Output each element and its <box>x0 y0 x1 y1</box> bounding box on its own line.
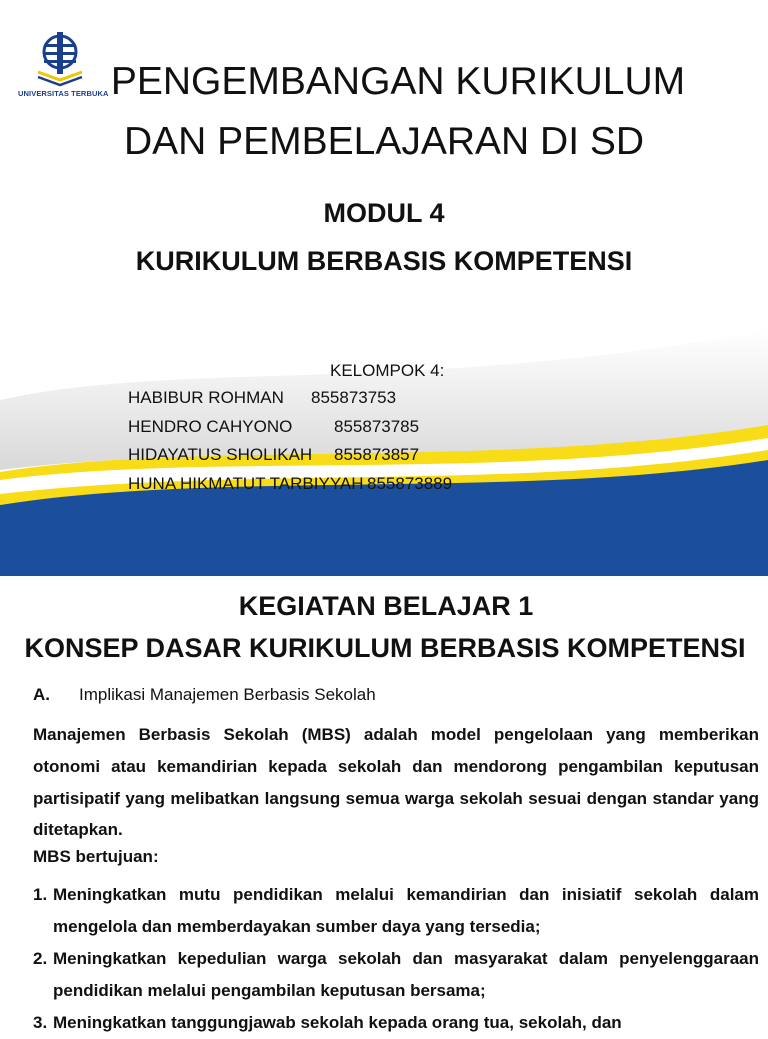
list-item <box>33 1007 759 1039</box>
list-text: Meningkatkan kepedulian warga sekolah dan masyarakat dalam penyelenggaraan pendidikan melalui pengambilan keputusan bersama; <box>53 949 759 1000</box>
module-number: MODUL 4 <box>323 198 445 228</box>
slide-title-line-2: DAN PEMBELAJARAN DI SD <box>123 120 645 163</box>
member-row <box>128 474 453 494</box>
content-slide <box>0 576 768 1032</box>
member-row <box>128 388 397 408</box>
member-name: HENDRO CAHYONO <box>128 417 293 436</box>
member-name: HABIBUR ROHMAN <box>128 388 284 407</box>
list-text: Meningkatkan tanggungjawab sekolah kepada orang tua, sekolah, dan <box>53 1013 622 1032</box>
member-nim: 855873857 <box>334 445 420 464</box>
activity-subheading: KONSEP DASAR KURIKULUM BERBASIS KOMPETENSI <box>24 633 746 663</box>
list-number: 3. <box>33 1013 48 1032</box>
member-nim: 855873889 <box>367 474 453 493</box>
group-label: KELOMPOK 4: <box>330 361 445 380</box>
list-item <box>33 879 759 943</box>
member-row <box>128 445 420 465</box>
list-text: Meningkatkan mutu pendidikan melalui kemandirian dan inisiatif sekolah dalam mengelola dan memberdayakan sumber daya yang tersedia; <box>53 885 759 936</box>
member-name: HUNA HIKMATUT TARBIYYAH <box>128 474 364 493</box>
section-title: Implikasi Manajemen Berbasis Sekolah <box>79 685 376 704</box>
definition-paragraph: Manajemen Berbasis Sekolah (MBS) adalah model pengelolaan yang memberikan otonomi atau kemandirian kepada sekolah dan mendorong pengambilan keputusan partisipatif yang melibatkan langsung semua warga sekolah sesuai dengan standar yang ditetapkan. <box>33 725 759 840</box>
module-title: KURIKULUM BERBASIS KOMPETENSI <box>135 246 633 276</box>
goals-label: MBS bertujuan: <box>33 847 159 866</box>
activity-heading: KEGIATAN BELAJAR 1 <box>238 591 534 621</box>
member-nim: 855873785 <box>334 417 420 436</box>
section-letter: A. <box>33 685 50 704</box>
list-item <box>33 943 759 1007</box>
member-name: HIDAYATUS SHOLIKAH <box>128 445 313 464</box>
logo-caption: UNIVERSITAS TERBUKA <box>18 89 109 98</box>
slide-title-line-1: PENGEMBANGAN KURIKULUM <box>110 60 686 103</box>
member-nim: 855873753 <box>311 388 397 407</box>
member-row <box>128 417 420 437</box>
section-heading <box>33 685 376 705</box>
list-number: 2. <box>33 949 48 968</box>
list-number: 1. <box>33 885 48 904</box>
